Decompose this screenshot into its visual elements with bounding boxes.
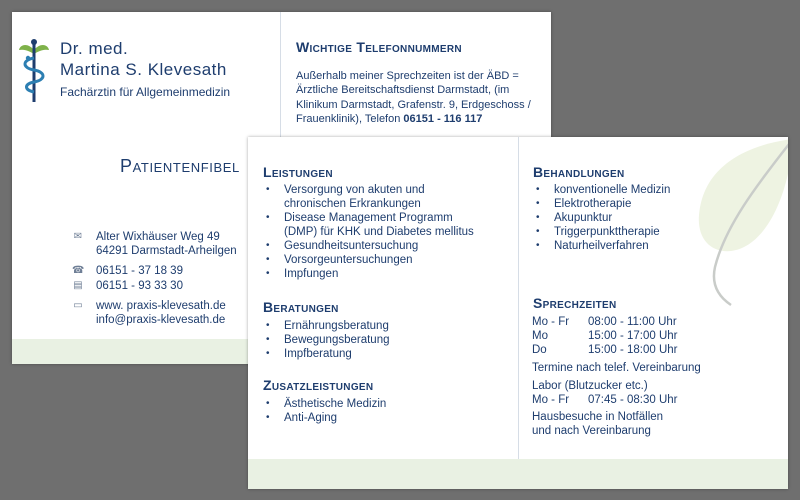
hotline-title: Wichtige Telefonnummern xyxy=(296,39,462,55)
contact-address xyxy=(73,230,237,258)
hours-time: 15:00 - 18:00 Uhr xyxy=(588,344,678,356)
list-item: • Gesundheitsuntersuchung xyxy=(262,239,474,253)
list-item: • Impfungen xyxy=(262,267,474,281)
sprechzeiten-title: Sprechzeiten xyxy=(533,295,617,311)
doctor-fullname: Martina S. Klevesath xyxy=(60,60,227,79)
hours-day: Do xyxy=(532,344,547,356)
list-item: • konventionelle Medizin xyxy=(532,183,670,197)
behandlungen-title: Behandlungen xyxy=(533,164,625,180)
list-item: • Disease Management Programm xyxy=(262,211,474,225)
labor-day: Mo - Fr xyxy=(532,394,570,406)
contact-online xyxy=(73,299,226,327)
list-item: • Bewegungsberatung xyxy=(262,333,390,347)
business-card-front xyxy=(248,137,788,489)
doctor-name xyxy=(60,38,227,80)
envelope-icon: ✉ xyxy=(73,231,83,242)
card-footer-band xyxy=(248,459,788,489)
behandlungen-list xyxy=(532,183,670,253)
contact-fax xyxy=(73,279,183,293)
doctor-prefix: Dr. med. xyxy=(60,39,129,58)
list-item: • Elektrotherapie xyxy=(532,197,670,211)
address-city: 64291 Darmstadt-Arheilgen xyxy=(96,245,237,257)
list-item: • Ernährungsberatung xyxy=(262,319,390,333)
hours-row xyxy=(532,343,678,357)
hotline-phone: 06151 - 116 117 xyxy=(403,112,483,125)
address-street: Alter Wixhäuser Weg 49 xyxy=(96,231,220,243)
hours-time: 15:00 - 17:00 Uhr xyxy=(588,330,678,342)
list-item: • Versorgung von akuten und xyxy=(262,183,474,197)
hours-day: Mo xyxy=(532,330,548,342)
hausbesuche-note-1: Hausbesuche in Notfällen xyxy=(532,411,664,423)
card-divider xyxy=(518,137,519,459)
hours-time: 08:00 - 11:00 Uhr xyxy=(588,316,677,328)
phone-icon: ☎ xyxy=(72,265,85,276)
list-item: • Impfberatung xyxy=(262,347,390,361)
zusatzleistungen-list xyxy=(262,397,386,425)
beratungen-list xyxy=(262,319,390,361)
list-item: • Triggerpunkttherapie xyxy=(532,225,670,239)
caduceus-logo-icon xyxy=(18,36,50,104)
doctor-specialty: Fachärztin für Allgemeinmedizin xyxy=(60,85,231,99)
fax-icon: ▤ xyxy=(73,280,83,291)
zusatzleistungen-title: Zusatzleistungen xyxy=(263,377,374,393)
list-item-continued: (DMP) für KHK und Diabetes mellitus xyxy=(284,226,474,238)
hours-day: Mo - Fr xyxy=(532,316,570,328)
leistungen-list xyxy=(262,183,474,281)
hotline-description: Außerhalb meiner Sprechzeiten ist der ÄBD = Ärztliche Bereitschaftsdienst Darmstadt, (im Klinikum Darmstadt, Grafenstr. 9, Erdgeschoss / Frauenklinik), Telefon xyxy=(296,70,531,125)
patientenfibel-title: Patientenfibel xyxy=(120,156,240,176)
phone-number: 06151 - 37 18 39 xyxy=(96,265,183,277)
list-item: • Naturheilverfahren xyxy=(532,239,670,253)
labor-title: Labor (Blutzucker etc.) xyxy=(532,380,648,392)
hours-row xyxy=(532,315,677,329)
email-link[interactable]: info@praxis-klevesath.de xyxy=(96,314,226,326)
website-link[interactable]: www. praxis-klevesath.de xyxy=(96,300,226,312)
leistungen-title: Leistungen xyxy=(263,164,333,180)
hotline-text xyxy=(296,69,546,126)
computer-icon: ▭ xyxy=(73,300,83,311)
list-item: • Vorsorgeuntersuchungen xyxy=(262,253,474,267)
leaf-decoration-icon xyxy=(685,137,788,307)
hausbesuche-note-2: und nach Vereinbarung xyxy=(532,425,651,437)
fax-number: 06151 - 93 33 30 xyxy=(96,280,183,292)
list-item: • Anti-Aging xyxy=(262,411,386,425)
labor-row xyxy=(532,393,678,407)
list-item: • Ästhetische Medizin xyxy=(262,397,386,411)
beratungen-title: Beratungen xyxy=(263,299,339,315)
labor-time: 07:45 - 08:30 Uhr xyxy=(588,394,678,406)
list-item: • Akupunktur xyxy=(532,211,670,225)
list-item-continued: chronischen Erkrankungen xyxy=(284,198,421,210)
termine-note: Termine nach telef. Vereinbarung xyxy=(532,362,701,374)
contact-phone xyxy=(72,264,183,278)
hours-row xyxy=(532,329,678,343)
